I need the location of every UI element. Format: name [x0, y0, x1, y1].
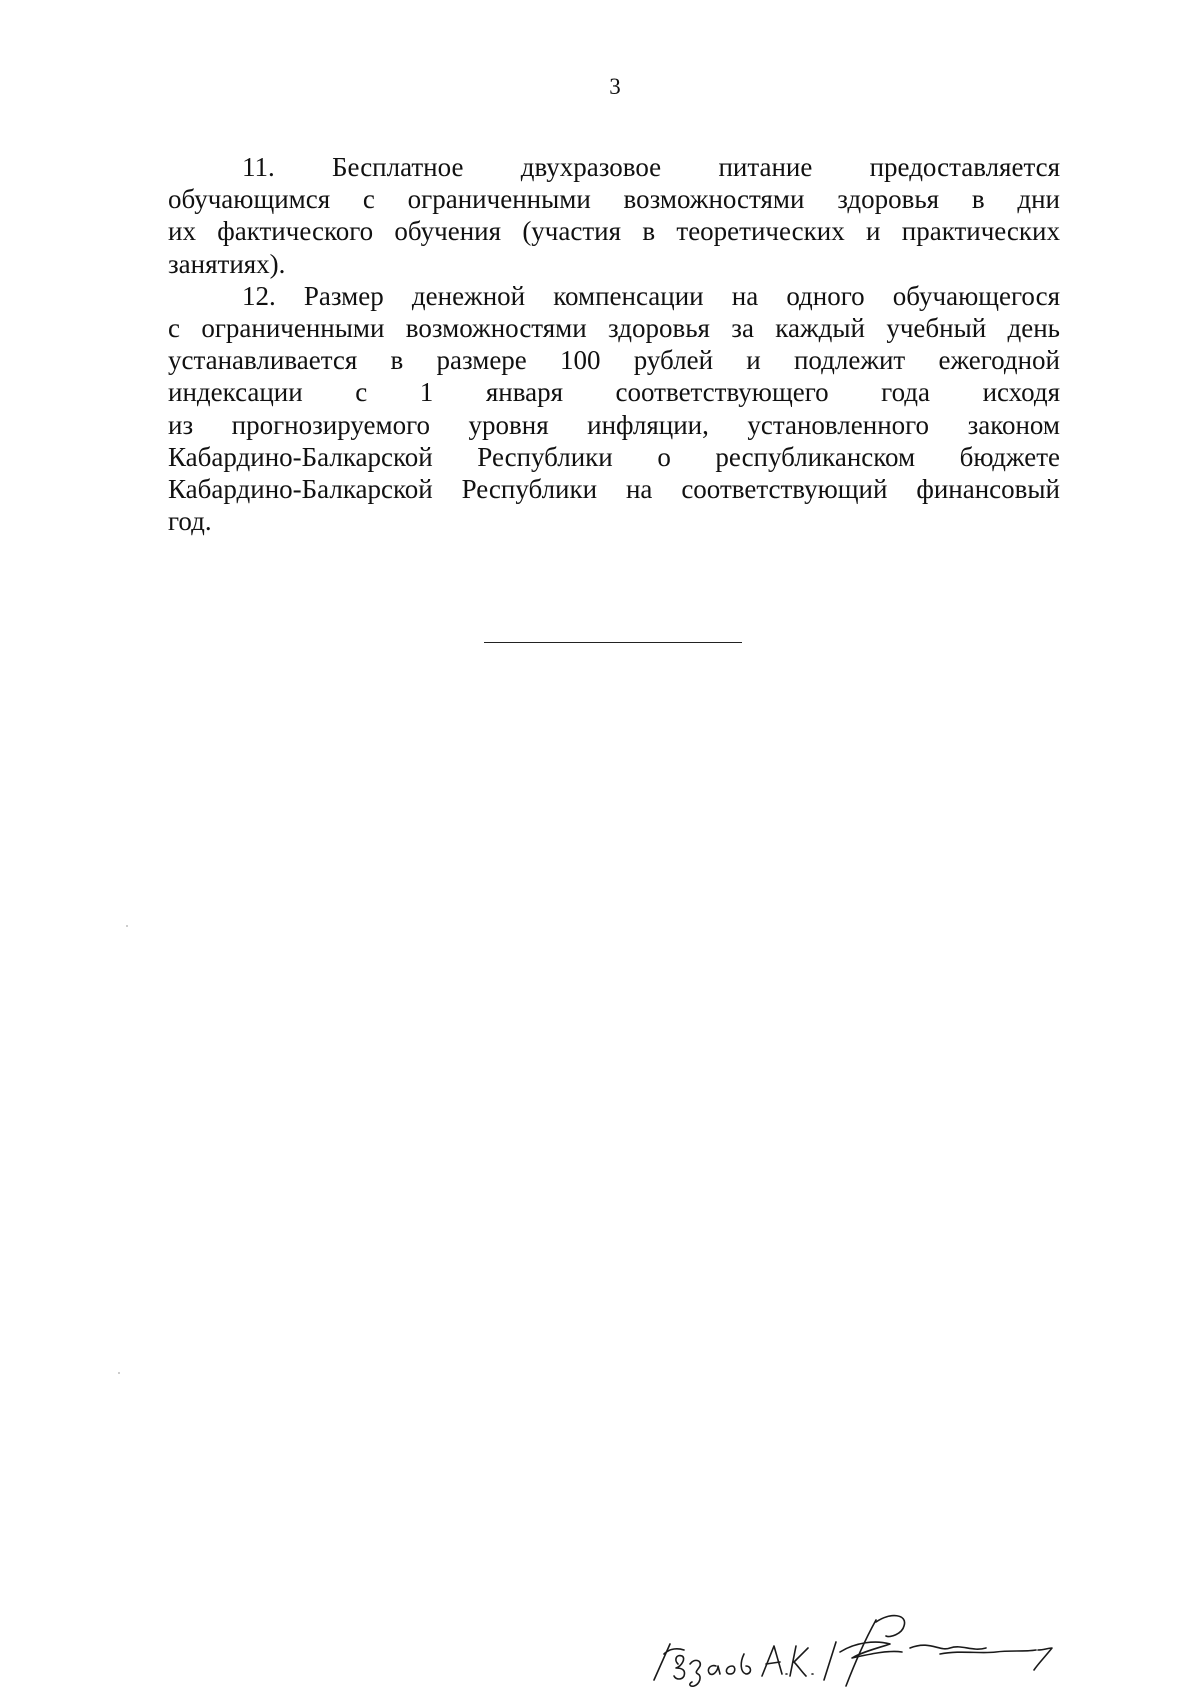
text-line: Кабардино-Балкарской Республики о республиканском бюджете [168, 441, 1060, 472]
scan-speck [126, 925, 128, 927]
handwritten-signature [640, 1608, 1100, 1688]
text-line: с ограниченными возможностями здоровья за каждый учебный день [168, 313, 1060, 344]
text-line: 11. Бесплатное двухразовое питание предоставляется [242, 152, 1060, 182]
text-line: Кабардино-Балкарской Республики на соответствующий финансовый [168, 474, 1060, 505]
text-line: год. [168, 506, 212, 537]
end-of-document-rule [484, 642, 742, 643]
text-line: из прогнозируемого уровня инфляции, установленного законом [168, 409, 1060, 440]
paragraph-12 [168, 280, 1060, 538]
text-line: их фактического обучения (участия в теоретических и практических [168, 216, 1060, 247]
text-line: обучающимся с ограниченными возможностями здоровья в дни [168, 184, 1060, 215]
scan-speck [118, 1372, 120, 1374]
text-line: индексации с 1 января соответствующего года исходя [168, 377, 1060, 408]
text-line: устанавливается в размере 100 рублей и подлежит ежегодной [168, 345, 1060, 376]
text-line: 12. Размер денежной компенсации на одного обучающегося [242, 280, 1060, 311]
page-number: 3 [609, 74, 621, 99]
paragraph-11 [168, 151, 1060, 280]
document-body [168, 151, 1060, 537]
text-line: занятиях). [168, 248, 286, 279]
